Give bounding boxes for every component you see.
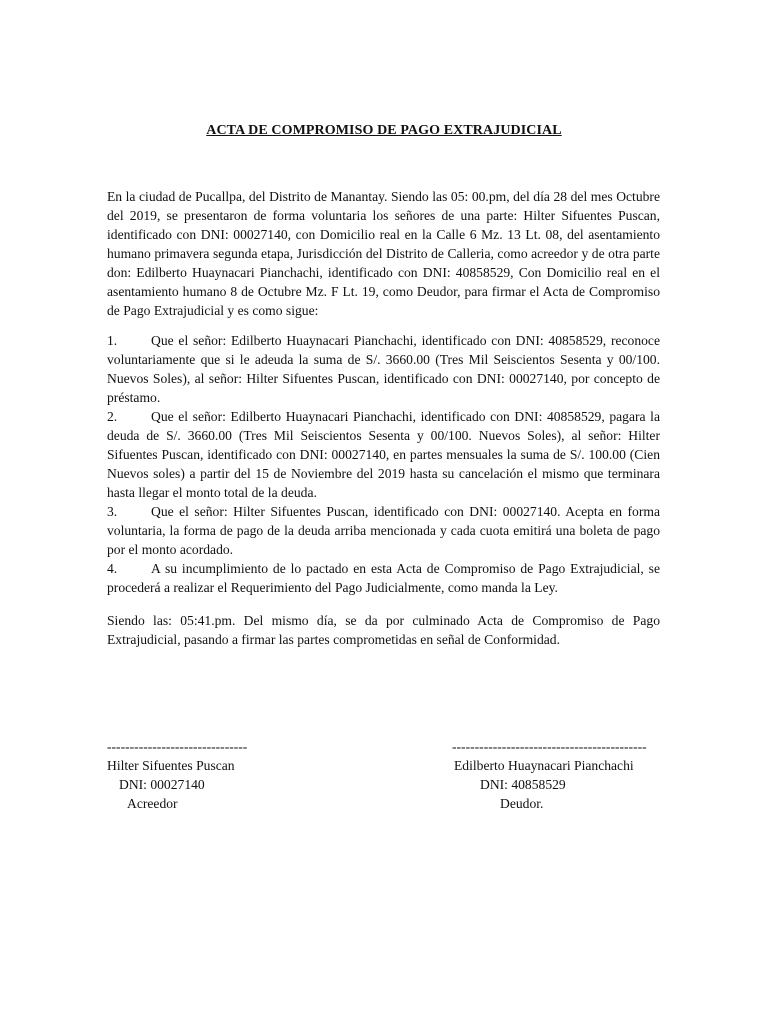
- clause-item: [107, 559, 660, 597]
- clause-number: 3.: [107, 504, 118, 519]
- clause-number: 2.: [107, 409, 118, 424]
- signature-line: -------------------------------: [107, 739, 248, 754]
- clause-text: A su incumplimiento de lo pactado en esta Acta de Compromiso de Pago Extrajudicial, se procederá a realizar el Requerimiento del Pago Judicialmente, como manda la Ley.: [107, 561, 660, 595]
- clause-text: Que el señor: Hilter Sifuentes Puscan, identificado con DNI: 00027140. Acepta en forma voluntaria, la forma de pago de la deuda arriba mencionada y cada cuota emitirá una boleta de pago por el monto acordado.: [107, 504, 660, 557]
- creditor-name: Hilter Sifuentes Puscan: [107, 758, 235, 773]
- document-title: ACTA DE COMPROMISO DE PAGO EXTRAJUDICIAL: [206, 123, 562, 138]
- clause-text: Que el señor: Edilberto Huaynacari Pianchachi, identificado con DNI: 40858529, reconoce voluntariamente que si le adeuda la suma de S/. 3660.00 (Tres Mil Seiscientos Sesenta y 00/100. Nuevos Soles), al señor: Hilter Sifuentes Puscan, identificado con DNI: 00027140, por concepto de préstamo.: [107, 333, 660, 405]
- debtor-dni: DNI: 40858529: [480, 777, 566, 792]
- clause-item: [107, 407, 660, 502]
- closing-text: Siendo las: 05:41.pm. Del mismo día, se da por culminado Acta de Compromiso de Pago Extrajudicial, pasando a firmar las partes comprometidas en señal de Conformidad.: [107, 613, 660, 647]
- signature-line: -------------------------------------------: [452, 739, 647, 754]
- creditor-dni: DNI: 00027140: [119, 777, 205, 792]
- clause-number: 1.: [107, 333, 118, 348]
- clauses-list: [107, 331, 660, 597]
- clause-item: [107, 502, 660, 559]
- closing-paragraph: [107, 611, 660, 649]
- clause-text: Que el señor: Edilberto Huaynacari Pianchachi, identificado con DNI: 40858529, pagara la deuda de S/. 3660.00 (Tres Mil Seiscientos Sesenta y 00/100. Nuevos Soles), al señor: Hilter Sifuentes Puscan, identificado con DNI: 00027140, en partes mensuales la suma de S/. 100.00 (Cien Nuevos soles) a partir del 15 de Noviembre del 2019 hasta su cancelación el mismo que terminara hasta llegar el monto total de la deuda.: [107, 409, 660, 500]
- intro-text: En la ciudad de Pucallpa, del Distrito de Manantay. Siendo las 05: 00.pm, del día 28 del mes Octubre del 2019, se presentaron de forma voluntaria los señores de una parte: Hilter Sifuentes Puscan, identificado con DNI: 00027140, con Domicilio real en la Calle 6 Mz. 13 Lt. 08, del asentamiento humano primavera segunda etapa, Jurisdicción del Distrito de Calleria, como acreedor y de otra parte don: Edilberto Huaynacari Pianchachi, identificado con DNI: 40858529, Con Domicilio real en el asentamiento humano 8 de Octubre Mz. F Lt. 19, como Deudor, para firmar el Acta de Compromiso de Pago Extrajudicial y es como sigue:: [107, 189, 660, 318]
- debtor-signature-block: [452, 737, 647, 813]
- intro-paragraph: [107, 187, 660, 320]
- clause-number: 4.: [107, 561, 118, 576]
- debtor-name: Edilberto Huaynacari Pianchachi: [454, 758, 634, 773]
- clause-item: [107, 331, 660, 407]
- creditor-role: Acreedor: [127, 796, 178, 811]
- debtor-role: Deudor.: [500, 796, 544, 811]
- creditor-signature-block: [107, 737, 247, 813]
